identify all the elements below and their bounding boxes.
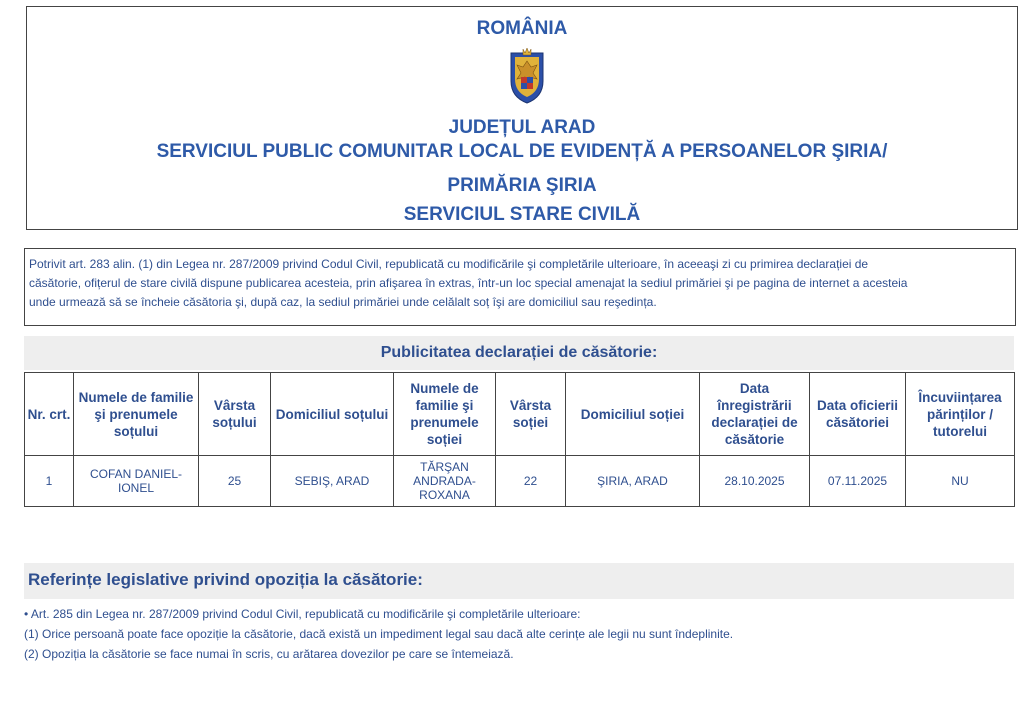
legal-line: (1) Orice persoană poate face opoziție la căsătorie, dacă există un impediment legal sau dacă alte cerințe ale legii nu sunt îndeplinite. xyxy=(24,627,734,641)
column-header: Domiciliul soțului xyxy=(271,373,394,456)
table-cell: SEBIŞ, ARAD xyxy=(271,456,394,507)
column-header: Data oficierii căsătoriei xyxy=(810,373,906,456)
civil-service-title: SERVICIUL STARE CIVILĂ xyxy=(403,204,641,225)
intro-text-box xyxy=(24,248,1016,326)
table-cell: 28.10.2025 xyxy=(700,456,810,507)
table-cell: 22 xyxy=(496,456,566,507)
legal-line: (2) Opoziția la căsătorie se face numai în scris, cu arătarea dovezilor pe care se întemeiază. xyxy=(24,647,514,661)
romania-coat-of-arms-icon xyxy=(507,47,547,105)
column-header: Domiciliul soției xyxy=(566,373,700,456)
table-cell: 1 xyxy=(25,456,74,507)
section-band-legal xyxy=(24,563,1014,599)
table-cell: 25 xyxy=(199,456,271,507)
intro-line: unde urmează să se încheie căsătoria şi, după caz, la sediul primăriei unde celălalt soț îşi are domiciliul sau reşedința. xyxy=(29,295,657,309)
section-title-legal: Referințe legislative privind opoziția la căsătorie: xyxy=(28,570,423,589)
table-row xyxy=(25,456,1015,507)
declaration-table xyxy=(24,372,1015,507)
column-header: Numele de familie şi prenumele soțului xyxy=(74,373,199,456)
table-cell: COFAN DANIEL-IONEL xyxy=(74,456,199,507)
column-header: Vârsta soțului xyxy=(199,373,271,456)
legal-references xyxy=(24,604,1014,664)
service-title: SERVICIUL PUBLIC COMUNITAR LOCAL DE EVIDENȚĂ A PERSOANELOR ŞIRIA/ xyxy=(156,141,888,162)
table-header-row xyxy=(25,373,1015,456)
section-band-publicity xyxy=(24,336,1014,370)
column-header: Data înregistrării declarației de căsătorie xyxy=(700,373,810,456)
table-cell: TĂRŞAN ANDRADA-ROXANA xyxy=(394,456,496,507)
table-cell: NU xyxy=(906,456,1015,507)
column-header: Numele de familie şi prenumele soției xyxy=(394,373,496,456)
header-box xyxy=(26,6,1018,230)
county-title: JUDEȚUL ARAD xyxy=(448,117,596,138)
section-title-publicity: Publicitatea declarației de căsătorie: xyxy=(380,344,658,361)
column-header: Vârsta soției xyxy=(496,373,566,456)
column-header: Nr. crt. xyxy=(25,373,74,456)
legal-line: • Art. 285 din Legea nr. 287/2009 privind Codul Civil, republicată cu modificările şi completările ulterioare: xyxy=(24,607,581,621)
intro-line: Potrivit art. 283 alin. (1) din Legea nr. 287/2009 privind Codul Civil, republicată cu modificările şi completările ulterioare, în aceeaşi zi cu primirea declarației de xyxy=(29,257,869,271)
column-header: Încuviințarea părinților / tutorelui xyxy=(906,373,1015,456)
intro-line: căsătorie, ofițerul de stare civilă dispune publicarea acesteia, prin afişarea în extras, într-un loc special amenajat la sediul primăriei şi pe pagina de internet a acesteia xyxy=(29,276,908,290)
primaria-title: PRIMĂRIA ŞIRIA xyxy=(447,175,597,196)
table-cell: ŞIRIA, ARAD xyxy=(566,456,700,507)
table-cell: 07.11.2025 xyxy=(810,456,906,507)
country-title: ROMÂNIA xyxy=(476,18,568,39)
